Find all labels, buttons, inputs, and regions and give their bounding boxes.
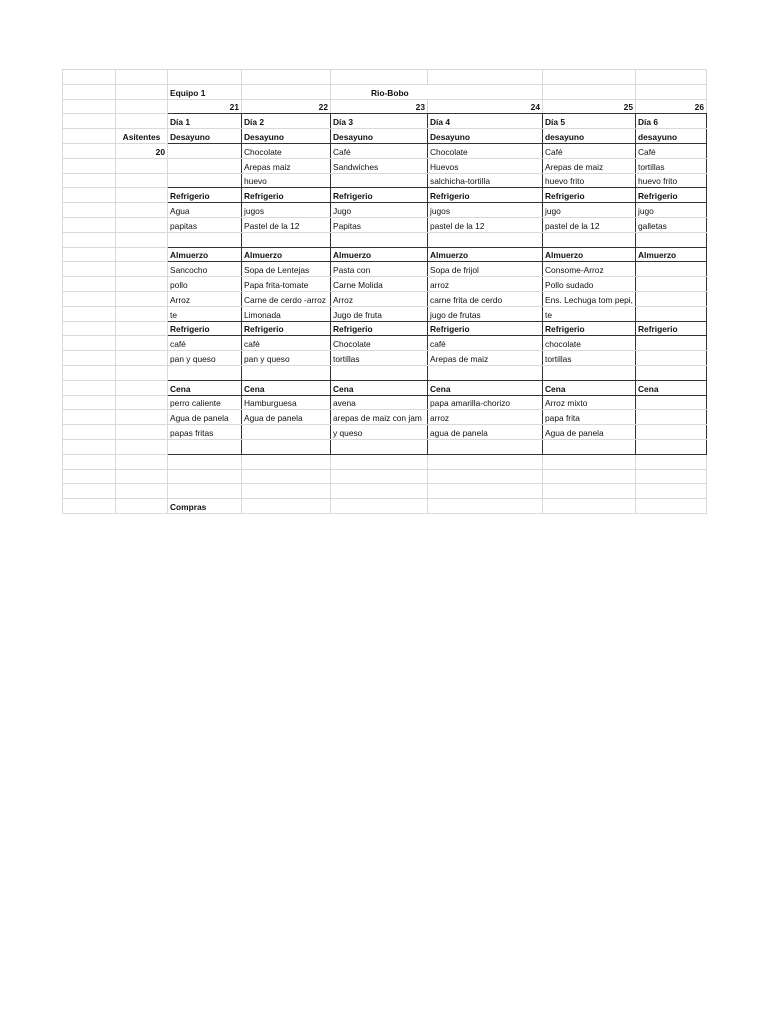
menu-item-cell[interactable] <box>331 173 428 188</box>
menu-item-cell[interactable] <box>636 291 707 306</box>
day-header-cell[interactable]: Día 2 <box>242 114 331 129</box>
menu-item-cell[interactable] <box>636 351 707 366</box>
menu-item-cell[interactable]: jugo <box>636 203 707 218</box>
meal-header-cell[interactable]: Refrigerio <box>636 188 707 203</box>
menu-item-cell[interactable]: pan y queso <box>168 351 242 366</box>
cell[interactable] <box>63 291 116 306</box>
sheet-row-title <box>63 84 707 99</box>
cell[interactable] <box>63 70 116 85</box>
menu-row <box>63 336 707 351</box>
menu-row <box>63 143 707 158</box>
menu-item-cell[interactable] <box>331 439 428 454</box>
menu-item-cell[interactable] <box>168 365 242 380</box>
menu-row <box>63 247 707 262</box>
menu-spreadsheet <box>62 69 707 514</box>
cell[interactable] <box>63 173 116 188</box>
cell[interactable] <box>242 484 331 499</box>
menu-item-cell[interactable]: Arepas maiz <box>242 158 331 173</box>
menu-item-cell[interactable]: Agua <box>168 203 242 218</box>
cell[interactable] <box>116 262 168 277</box>
menu-row <box>63 425 707 440</box>
cell[interactable] <box>116 84 168 99</box>
menu-item-cell[interactable] <box>636 425 707 440</box>
meal-header-cell[interactable]: Cena <box>331 380 428 395</box>
menu-item-cell[interactable]: agua de panela <box>428 425 543 440</box>
menu-item-cell[interactable]: chocolate <box>543 336 636 351</box>
meal-header-cell[interactable]: Refrigerio <box>242 188 331 203</box>
cell[interactable] <box>428 484 543 499</box>
menu-item-cell[interactable] <box>636 365 707 380</box>
menu-item-cell[interactable] <box>242 232 331 247</box>
menu-item-cell[interactable]: pollo <box>168 277 242 292</box>
day-header-cell[interactable]: Día 1 <box>168 114 242 129</box>
menu-item-cell[interactable] <box>168 439 242 454</box>
menu-item-cell[interactable]: Arepas de maiz <box>543 158 636 173</box>
meal-header-cell[interactable]: Refrigerio <box>543 321 636 336</box>
meal-header-cell[interactable]: Almuerzo <box>331 247 428 262</box>
menu-item-cell[interactable]: tortillas <box>543 351 636 366</box>
cell[interactable] <box>116 291 168 306</box>
cell[interactable] <box>63 425 116 440</box>
cell[interactable] <box>116 380 168 395</box>
menu-item-cell[interactable] <box>636 410 707 425</box>
cell[interactable] <box>242 469 331 484</box>
meal-header-cell[interactable]: Cena <box>242 380 331 395</box>
meal-header-cell[interactable]: Desayuno <box>428 129 543 144</box>
menu-item-cell[interactable] <box>242 439 331 454</box>
menu-item-cell[interactable]: tortillas <box>636 158 707 173</box>
date-cell[interactable]: 21 <box>168 99 242 114</box>
meal-header-cell[interactable]: Refrigerio <box>428 188 543 203</box>
cell[interactable] <box>543 454 636 469</box>
menu-item-cell[interactable]: Sandwiches <box>331 158 428 173</box>
cell[interactable] <box>636 84 707 99</box>
menu-row <box>63 291 707 306</box>
meal-header-cell[interactable]: Refrigerio <box>331 321 428 336</box>
menu-item-cell[interactable]: avena <box>331 395 428 410</box>
menu-item-cell[interactable]: jugo de frutas <box>428 306 543 321</box>
cell[interactable] <box>168 70 242 85</box>
cell[interactable] <box>116 336 168 351</box>
menu-item-cell[interactable] <box>242 365 331 380</box>
menu-item-cell[interactable]: Café <box>543 143 636 158</box>
menu-item-cell[interactable]: Pollo sudado <box>543 277 636 292</box>
menu-item-cell[interactable]: pan y queso <box>242 351 331 366</box>
cell[interactable] <box>116 70 168 85</box>
menu-item-cell[interactable]: Agua de panela <box>168 410 242 425</box>
cell[interactable] <box>116 306 168 321</box>
cell[interactable] <box>116 410 168 425</box>
cell[interactable] <box>168 469 242 484</box>
cell[interactable] <box>116 439 168 454</box>
cell[interactable] <box>168 454 242 469</box>
cell[interactable] <box>63 499 116 514</box>
menu-item-cell[interactable] <box>543 365 636 380</box>
meal-header-cell[interactable]: Almuerzo <box>242 247 331 262</box>
menu-item-cell[interactable]: Sancocho <box>168 262 242 277</box>
menu-item-cell[interactable]: papa amarilla-chorizo <box>428 395 543 410</box>
cell[interactable] <box>116 395 168 410</box>
cell[interactable] <box>116 99 168 114</box>
meal-header-cell[interactable]: Cena <box>543 380 636 395</box>
menu-item-cell[interactable]: Jugo de fruta <box>331 306 428 321</box>
cell[interactable] <box>116 351 168 366</box>
cell[interactable] <box>543 499 636 514</box>
menu-item-cell[interactable]: huevo frito <box>543 173 636 188</box>
cell[interactable] <box>116 217 168 232</box>
menu-item-cell[interactable]: papitas <box>168 217 242 232</box>
meal-header-cell[interactable]: Desayuno <box>168 129 242 144</box>
menu-item-cell[interactable] <box>636 232 707 247</box>
menu-item-cell[interactable]: te <box>543 306 636 321</box>
menu-row <box>63 262 707 277</box>
menu-item-cell[interactable]: Ens. Lechuga tom pepi, <box>543 291 636 306</box>
menu-row <box>63 217 707 232</box>
cell[interactable] <box>63 395 116 410</box>
cell[interactable] <box>543 469 636 484</box>
cell[interactable] <box>543 70 636 85</box>
team-name-cell[interactable]: Equipo 1 <box>168 84 242 99</box>
menu-item-cell[interactable]: galletas <box>636 217 707 232</box>
menu-item-cell[interactable] <box>636 439 707 454</box>
cell[interactable] <box>331 499 428 514</box>
date-cell[interactable]: 23 <box>331 99 428 114</box>
cell[interactable] <box>63 217 116 232</box>
cell[interactable] <box>63 158 116 173</box>
meal-header-cell[interactable]: Refrigerio <box>242 321 331 336</box>
meal-header-cell[interactable]: Refrigerio <box>636 321 707 336</box>
date-cell[interactable]: 26 <box>636 99 707 114</box>
menu-item-cell[interactable]: Carne de cerdo -arroz <box>242 291 331 306</box>
day-header-cell[interactable]: Día 4 <box>428 114 543 129</box>
cell[interactable] <box>428 499 543 514</box>
sheet-row-dates <box>63 99 707 114</box>
cell[interactable] <box>168 484 242 499</box>
menu-item-cell[interactable]: Café <box>636 143 707 158</box>
meal-header-cell[interactable]: Refrigerio <box>428 321 543 336</box>
menu-item-cell[interactable]: papa frita <box>543 410 636 425</box>
menu-item-cell[interactable] <box>428 365 543 380</box>
menu-row <box>63 173 707 188</box>
cell[interactable] <box>63 99 116 114</box>
day-header-cell[interactable]: Día 6 <box>636 114 707 129</box>
place-name-cell[interactable]: Rio-Bobo <box>331 84 543 99</box>
cell[interactable] <box>63 469 116 484</box>
menu-row <box>63 129 707 144</box>
menu-item-cell[interactable] <box>331 365 428 380</box>
cell[interactable] <box>63 188 116 203</box>
cell[interactable] <box>63 380 116 395</box>
menu-item-cell[interactable]: Hamburguesa <box>242 395 331 410</box>
menu-row <box>63 365 707 380</box>
cell[interactable] <box>636 70 707 85</box>
menu-item-cell[interactable]: Sopa de Lentejas <box>242 262 331 277</box>
cell[interactable] <box>63 439 116 454</box>
menu-item-cell[interactable]: Chocolate <box>331 336 428 351</box>
sheet-row-blank <box>63 484 707 499</box>
menu-item-cell[interactable] <box>636 262 707 277</box>
menu-item-cell[interactable]: huevo frito <box>636 173 707 188</box>
menu-item-cell[interactable]: Carne Molida <box>331 277 428 292</box>
menu-item-cell[interactable]: Huevos <box>428 158 543 173</box>
cell[interactable] <box>116 114 168 129</box>
menu-item-cell[interactable] <box>168 173 242 188</box>
cell[interactable] <box>63 410 116 425</box>
meal-header-cell[interactable]: Almuerzo <box>168 247 242 262</box>
menu-row <box>63 188 707 203</box>
date-cell[interactable]: 25 <box>543 99 636 114</box>
cell[interactable] <box>116 188 168 203</box>
cell[interactable] <box>116 365 168 380</box>
cell[interactable] <box>116 454 168 469</box>
menu-item-cell[interactable]: Café <box>331 143 428 158</box>
menu-item-cell[interactable]: arroz <box>428 277 543 292</box>
cell[interactable] <box>331 70 428 85</box>
cell[interactable] <box>543 484 636 499</box>
menu-item-cell[interactable]: y queso <box>331 425 428 440</box>
menu-item-cell[interactable]: papas fritas <box>168 425 242 440</box>
cell[interactable] <box>63 143 116 158</box>
meal-header-cell[interactable]: Almuerzo <box>636 247 707 262</box>
cell[interactable] <box>63 351 116 366</box>
menu-item-cell[interactable]: Arepas de maiz <box>428 351 543 366</box>
menu-row <box>63 395 707 410</box>
cell[interactable] <box>63 306 116 321</box>
meal-header-cell[interactable]: Desayuno <box>242 129 331 144</box>
meal-header-cell[interactable]: Refrigerio <box>168 188 242 203</box>
menu-row <box>63 321 707 336</box>
menu-item-cell[interactable]: Papitas <box>331 217 428 232</box>
cell[interactable] <box>63 454 116 469</box>
menu-item-cell[interactable]: café <box>428 336 543 351</box>
cell[interactable] <box>63 203 116 218</box>
menu-item-cell[interactable]: te <box>168 306 242 321</box>
cell[interactable] <box>428 454 543 469</box>
cell[interactable] <box>242 499 331 514</box>
menu-item-cell[interactable] <box>543 439 636 454</box>
cell[interactable] <box>63 277 116 292</box>
menu-item-cell[interactable] <box>636 395 707 410</box>
menu-item-cell[interactable]: café <box>242 336 331 351</box>
cell[interactable] <box>428 469 543 484</box>
menu-item-cell[interactable]: tortillas <box>331 351 428 366</box>
menu-row <box>63 410 707 425</box>
meal-header-cell[interactable]: Cena <box>636 380 707 395</box>
menu-item-cell[interactable]: Arroz <box>168 291 242 306</box>
cell[interactable] <box>116 469 168 484</box>
menu-row <box>63 232 707 247</box>
cell[interactable] <box>636 484 707 499</box>
meal-header-cell[interactable]: Cena <box>428 380 543 395</box>
purchases-label-cell[interactable]: Compras <box>168 499 242 514</box>
menu-item-cell[interactable]: jugos <box>242 203 331 218</box>
menu-item-cell[interactable] <box>636 277 707 292</box>
menu-item-cell[interactable] <box>242 425 331 440</box>
menu-item-cell[interactable]: Arroz mixto <box>543 395 636 410</box>
cell[interactable] <box>242 454 331 469</box>
meal-header-cell[interactable]: Refrigerio <box>168 321 242 336</box>
menu-item-cell[interactable] <box>428 439 543 454</box>
menu-item-cell[interactable]: Limonada <box>242 306 331 321</box>
cell[interactable] <box>63 232 116 247</box>
menu-item-cell[interactable]: perro caliente <box>168 395 242 410</box>
cell[interactable] <box>116 158 168 173</box>
menu-item-cell[interactable] <box>636 306 707 321</box>
cell[interactable] <box>116 321 168 336</box>
sheet-row-blank-top <box>63 70 707 85</box>
meal-header-cell[interactable]: Refrigerio <box>543 188 636 203</box>
menu-item-cell[interactable]: salchicha-tortilla <box>428 173 543 188</box>
menu-item-cell[interactable]: carne frita de cerdo <box>428 291 543 306</box>
menu-item-cell[interactable]: Jugo <box>331 203 428 218</box>
menu-item-cell[interactable]: Consome-Arroz <box>543 262 636 277</box>
menu-item-cell[interactable] <box>168 232 242 247</box>
day-header-cell[interactable]: Día 5 <box>543 114 636 129</box>
meal-header-cell[interactable]: Almuerzo <box>543 247 636 262</box>
cell[interactable] <box>331 469 428 484</box>
date-cell[interactable]: 22 <box>242 99 331 114</box>
cell[interactable] <box>116 173 168 188</box>
day-header-cell[interactable]: Día 3 <box>331 114 428 129</box>
menu-item-cell[interactable] <box>331 232 428 247</box>
cell[interactable] <box>116 425 168 440</box>
menu-item-cell[interactable] <box>168 143 242 158</box>
menu-row <box>63 439 707 454</box>
menu-item-cell[interactable] <box>543 232 636 247</box>
cell[interactable] <box>116 247 168 262</box>
menu-item-cell[interactable]: Pastel de la 12 <box>242 217 331 232</box>
cell[interactable] <box>636 454 707 469</box>
cell[interactable] <box>63 336 116 351</box>
menu-row <box>63 277 707 292</box>
date-cell[interactable]: 24 <box>428 99 543 114</box>
menu-item-cell[interactable]: Pasta con <box>331 262 428 277</box>
attendees-label-cell[interactable]: Asitentes <box>116 129 168 144</box>
cell[interactable] <box>331 454 428 469</box>
cell[interactable] <box>63 365 116 380</box>
cell[interactable] <box>242 84 331 99</box>
cell[interactable] <box>116 203 168 218</box>
menu-item-cell[interactable] <box>168 158 242 173</box>
cell[interactable] <box>63 321 116 336</box>
cell[interactable] <box>63 114 116 129</box>
cell[interactable] <box>63 484 116 499</box>
menu-item-cell[interactable]: Agua de panela <box>543 425 636 440</box>
menu-item-cell[interactable]: arepas de maiz con jam <box>331 410 428 425</box>
attendees-count-cell[interactable]: 20 <box>116 143 168 158</box>
menu-item-cell[interactable]: Chocolate <box>242 143 331 158</box>
cell[interactable] <box>63 129 116 144</box>
cell[interactable] <box>116 232 168 247</box>
cell[interactable] <box>63 84 116 99</box>
cell[interactable] <box>63 247 116 262</box>
meal-header-cell[interactable]: Cena <box>168 380 242 395</box>
cell[interactable] <box>242 70 331 85</box>
menu-row <box>63 203 707 218</box>
cell[interactable] <box>331 484 428 499</box>
menu-row <box>63 306 707 321</box>
menu-item-cell[interactable]: Chocolate <box>428 143 543 158</box>
cell[interactable] <box>543 84 636 99</box>
cell[interactable] <box>116 499 168 514</box>
cell[interactable] <box>428 70 543 85</box>
menu-item-cell[interactable]: huevo <box>242 173 331 188</box>
cell[interactable] <box>636 469 707 484</box>
menu-item-cell[interactable]: Papa frita-tomate <box>242 277 331 292</box>
menu-item-cell[interactable]: Arroz <box>331 291 428 306</box>
meal-header-cell[interactable]: Almuerzo <box>428 247 543 262</box>
meal-header-cell[interactable]: Refrigerio <box>331 188 428 203</box>
menu-item-cell[interactable] <box>636 336 707 351</box>
meal-header-cell[interactable]: desayuno <box>636 129 707 144</box>
cell[interactable] <box>63 262 116 277</box>
cell[interactable] <box>116 277 168 292</box>
menu-item-cell[interactable]: jugos <box>428 203 543 218</box>
sheet-row-days <box>63 114 707 129</box>
menu-row <box>63 380 707 395</box>
meal-header-cell[interactable]: desayuno <box>543 129 636 144</box>
meal-header-cell[interactable]: Desayuno <box>331 129 428 144</box>
menu-row <box>63 351 707 366</box>
menu-item-cell[interactable]: arroz <box>428 410 543 425</box>
menu-item-cell[interactable]: pastel de la 12 <box>428 217 543 232</box>
sheet-row-blank <box>63 469 707 484</box>
menu-item-cell[interactable]: Agua de panela <box>242 410 331 425</box>
menu-item-cell[interactable]: café <box>168 336 242 351</box>
cell[interactable] <box>116 484 168 499</box>
menu-item-cell[interactable]: Sopa de frijol <box>428 262 543 277</box>
sheet-row-blank <box>63 454 707 469</box>
cell[interactable] <box>636 499 707 514</box>
menu-item-cell[interactable]: pastel de la 12 <box>543 217 636 232</box>
menu-row <box>63 158 707 173</box>
sheet-row-blank <box>63 499 707 514</box>
menu-item-cell[interactable] <box>428 232 543 247</box>
menu-item-cell[interactable]: jugo <box>543 203 636 218</box>
